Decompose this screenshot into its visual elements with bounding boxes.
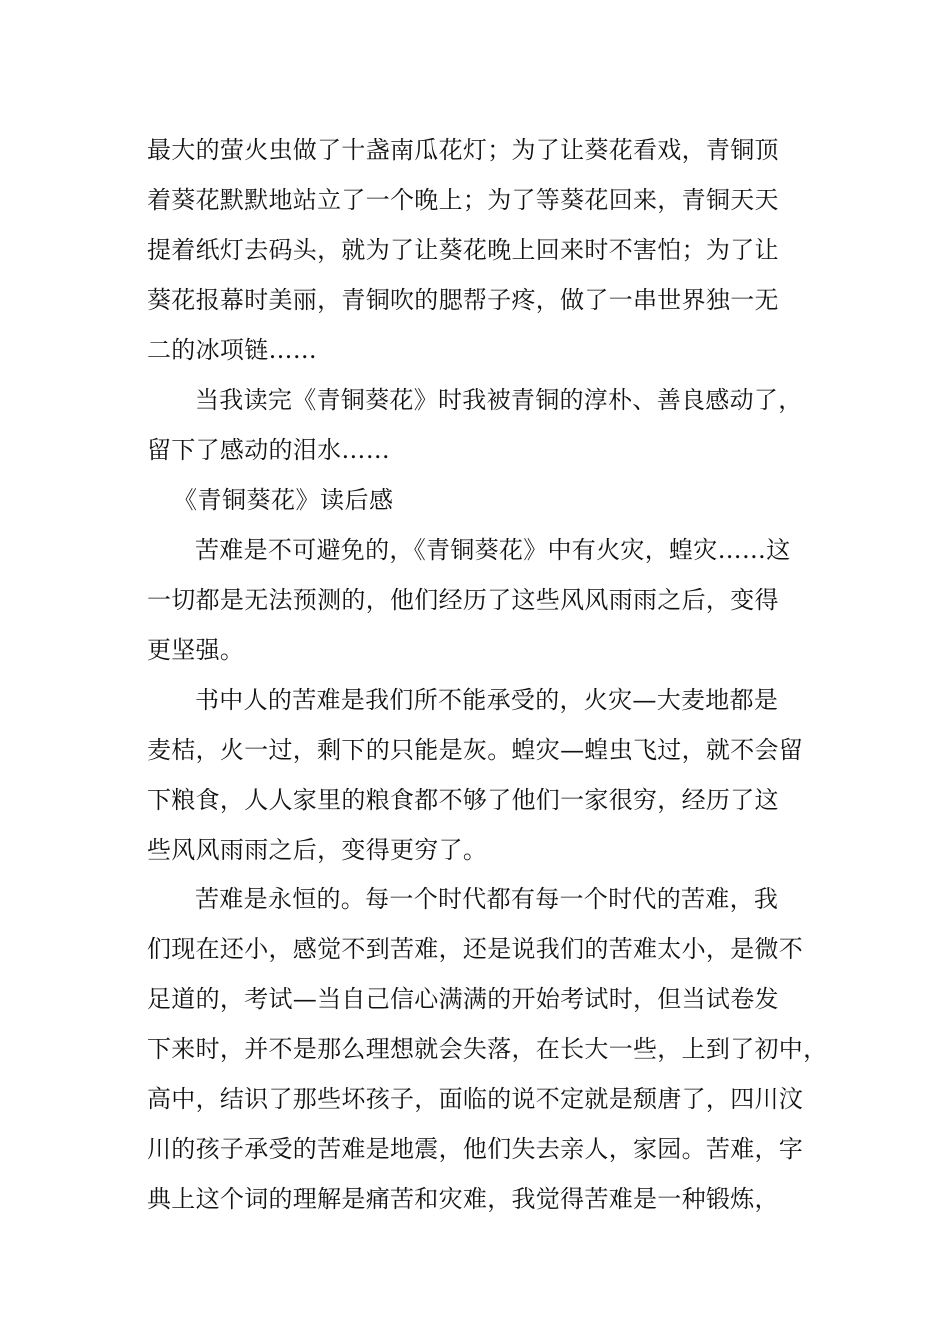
text-line: 留下了感动的泪水……	[147, 436, 390, 464]
section-title: 《青铜葵花》读后感	[173, 486, 394, 514]
text-line: 典上这个词的理解是痛苦和灾难，我觉得苦难是一种锻炼，	[147, 1185, 779, 1213]
text-line: 足道的，考试—当自己信心满满的开始考试时，但当试卷发	[147, 985, 779, 1013]
text-line: 些风风雨雨之后，变得更穷了。	[147, 836, 488, 864]
text-line: 苦难是永恒的。每一个时代都有每一个时代的苦难，我	[195, 885, 779, 913]
text-line: 麦桔，火一过，剩下的只能是灰。蝗灾—蝗虫飞过，就不会留	[147, 736, 804, 764]
text-line: 最大的萤火虫做了十盏南瓜花灯；为了让葵花看戏，青铜顶	[147, 136, 779, 164]
text-line: 当我读完《青铜葵花》时我被青铜的淳朴、善良感动了，	[195, 386, 803, 414]
text-line: 葵花报幕时美丽，青铜吹的腮帮子疼，做了一串世界独一无	[147, 286, 779, 314]
text-line: 一切都是无法预测的，他们经历了这些风风雨雨之后，变得	[147, 586, 779, 614]
text-line: 下粮食，人人家里的粮食都不够了他们一家很穷，经历了这	[147, 786, 779, 814]
text-line: 提着纸灯去码头，就为了让葵花晚上回来时不害怕；为了让	[147, 236, 779, 264]
text-line: 川的孩子承受的苦难是地震，他们失去亲人，家园。苦难，字	[147, 1135, 804, 1163]
text-line: 高中，结识了那些坏孩子，面临的说不定就是颓唐了，四川汶	[147, 1085, 804, 1113]
text-line: 们现在还小，感觉不到苦难，还是说我们的苦难太小，是微不	[147, 935, 804, 963]
text-line: 下来时，并不是那么理想就会失落，在长大一些，上到了初中，	[147, 1035, 828, 1063]
text-line: 更坚强。	[147, 636, 245, 664]
text-line: 着葵花默默地站立了一个晚上；为了等葵花回来，青铜天天	[147, 186, 779, 214]
text-line: 苦难是不可避免的，《青铜葵花》中有火灾，蝗灾……这	[195, 536, 791, 564]
text-line: 二的冰项链……	[147, 336, 318, 364]
text-line: 书中人的苦难是我们所不能承受的，火灾—大麦地都是	[195, 686, 779, 714]
